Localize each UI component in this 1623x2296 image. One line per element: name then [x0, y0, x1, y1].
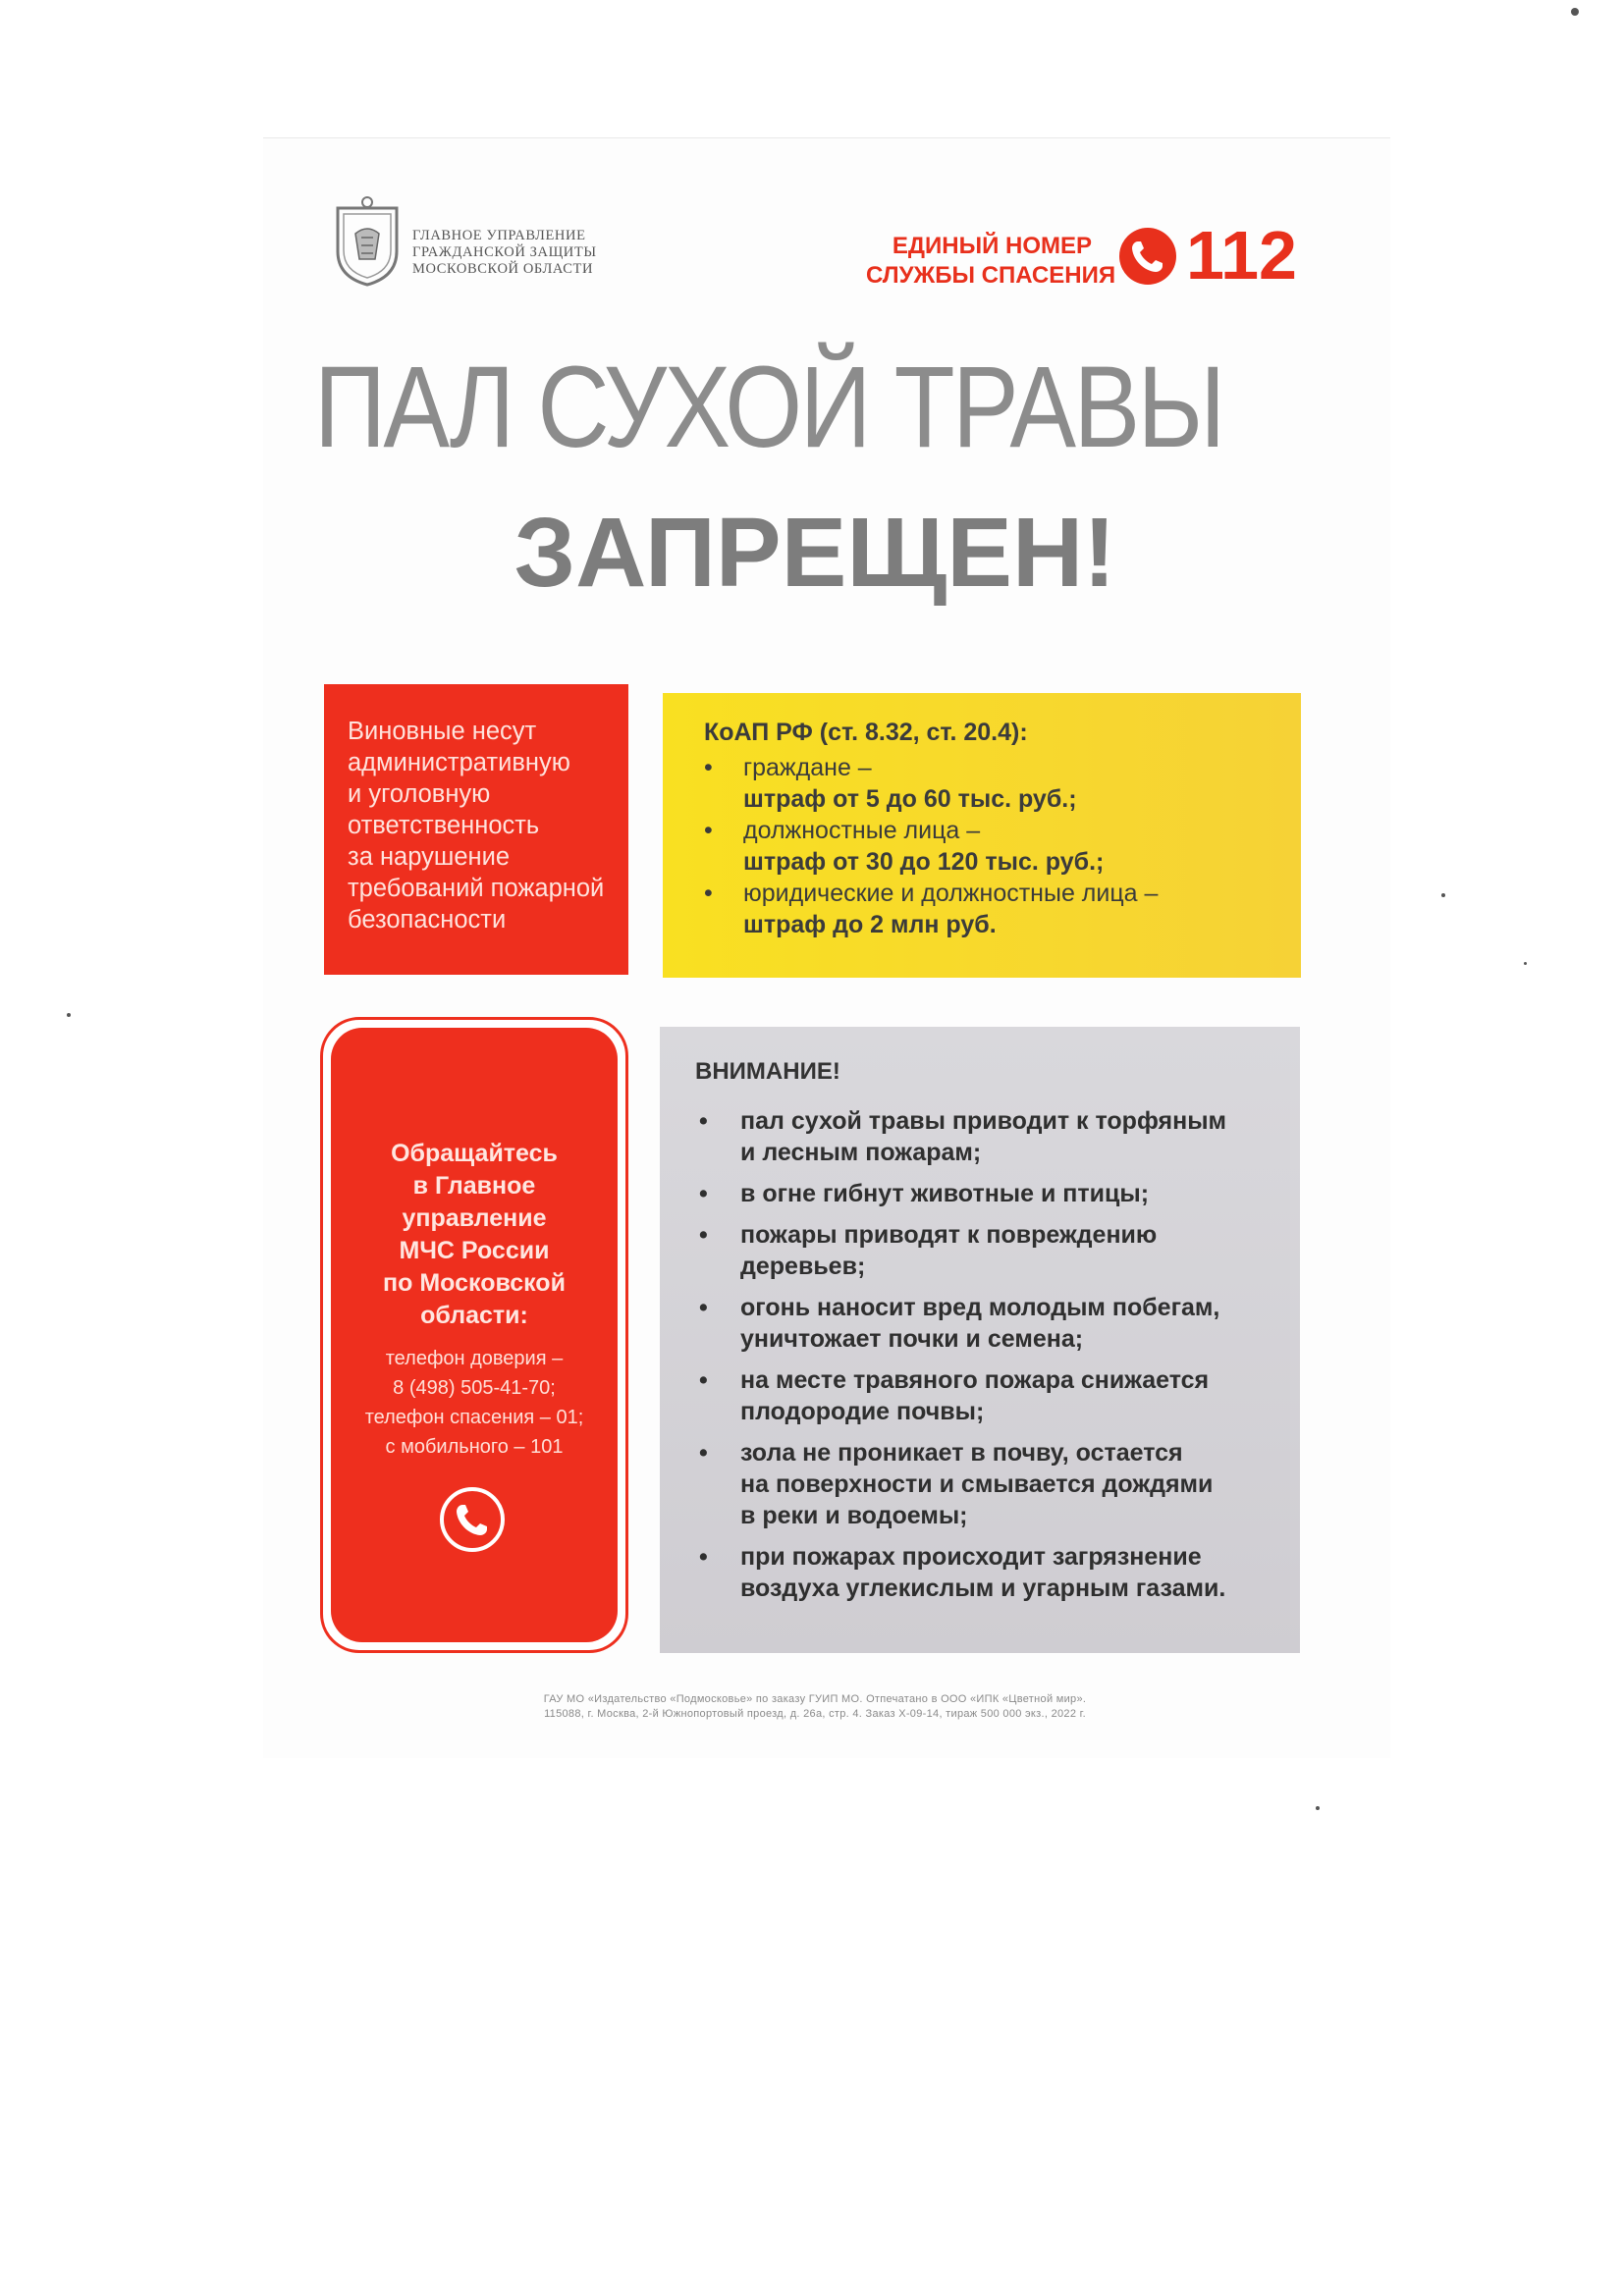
warning-line: • зола не проникает в почву, остается: [740, 1439, 1183, 1467]
phone-icon: [1119, 228, 1176, 285]
warning-list: [695, 1105, 1271, 1604]
warning-item: [695, 1437, 1271, 1531]
contact-title-line: Обращайтесь: [391, 1140, 558, 1167]
warning-line: • пожары приводят к повреждению: [740, 1221, 1158, 1249]
org-name-line: МОСКОВСКОЙ ОБЛАСТИ: [412, 261, 594, 277]
liability-line: безопасности: [348, 906, 507, 934]
fines-box: [663, 693, 1301, 978]
warning-line: • пал сухой травы приводит к торфяным: [740, 1107, 1227, 1135]
contact-title-line: в Главное: [412, 1172, 536, 1200]
warning-item: [695, 1292, 1271, 1355]
imprint-line: ГАУ МО «Издательство «Подмосковье» по заказу ГУИП МО. Отпечатано в ООО «ИПК «Цветной мир».: [543, 1693, 1087, 1705]
liability-line: административную: [348, 749, 570, 776]
contact-line: телефон спасения – 01;: [364, 1407, 584, 1428]
hotline-number: 112: [1186, 217, 1297, 294]
coat-of-arms-emblem: [332, 194, 403, 289]
poster-title-emphasis: ЗАПРЕЩЕН!: [514, 498, 1116, 608]
contact-box: [331, 1028, 618, 1642]
contact-title: [341, 1138, 608, 1332]
liability-box: [324, 684, 628, 975]
warning-item: [695, 1541, 1271, 1604]
scan-speck: [1571, 8, 1579, 16]
warning-line: воздуха углекислым и угарным газами.: [740, 1575, 1226, 1602]
fine-item: [704, 878, 1277, 940]
liability-line: и уголовную: [348, 780, 491, 808]
contact-title-line: области:: [420, 1302, 528, 1329]
scan-speck: [1316, 1806, 1320, 1810]
liability-line: Виновные несут: [348, 718, 537, 745]
warning-item: [695, 1364, 1271, 1427]
print-imprint: [412, 1692, 1217, 1722]
scan-speck: [67, 1013, 71, 1017]
warning-line: уничтожает почки и семена;: [740, 1325, 1084, 1353]
warning-line: • в огне гибнут животные и птицы;: [740, 1180, 1150, 1207]
fine-subject: • граждане –: [743, 754, 872, 781]
warning-line: деревьев;: [740, 1253, 866, 1280]
warning-line: • огонь наносит вред молодым побегам,: [740, 1294, 1220, 1321]
hotline-label-line: СЛУЖБЫ СПАСЕНИЯ: [866, 262, 1116, 289]
warning-line: плодородие почвы;: [740, 1398, 985, 1425]
scan-speck: [1524, 962, 1527, 965]
warning-line: • при пожарах происходит загрязнение: [740, 1543, 1202, 1571]
fine-subject: • юридические и должностные лица –: [743, 880, 1159, 907]
warning-item: [695, 1219, 1271, 1282]
contact-line: с мобильного – 101: [385, 1436, 564, 1458]
fine-amount: штраф от 5 до 60 тыс. руб.;: [743, 785, 1077, 813]
fine-subject: • должностные лица –: [743, 817, 981, 844]
fine-amount: штраф до 2 млн руб.: [743, 911, 997, 938]
contact-title-line: по Московской: [383, 1269, 566, 1297]
warning-line: на поверхности и смывается дождями: [740, 1470, 1214, 1498]
phone-call-icon: [440, 1487, 505, 1552]
liability-line: ответственность: [348, 812, 540, 839]
poster-title: ПАЛ СУХОЙ ТРАВЫ: [314, 343, 1223, 472]
warning-line: • на месте травяного пожара снижается: [740, 1366, 1210, 1394]
fine-item: [704, 815, 1277, 878]
hotline-label-line: ЕДИНЫЙ НОМЕР: [892, 233, 1092, 259]
organization-name: [412, 228, 619, 278]
warning-box: [660, 1027, 1300, 1653]
contact-title-line: МЧС России: [399, 1237, 550, 1264]
org-name-line: ГРАЖДАНСКОЙ ЗАЩИТЫ: [412, 244, 597, 260]
warning-line: в реки и водоемы;: [740, 1502, 968, 1529]
contact-phone-frame: [320, 1017, 628, 1653]
contact-phones: [341, 1344, 608, 1462]
warning-line: и лесным пожарам;: [740, 1139, 982, 1166]
fine-amount: штраф от 30 до 120 тыс. руб.;: [743, 848, 1105, 876]
org-name-line: ГЛАВНОЕ УПРАВЛЕНИЕ: [412, 228, 586, 243]
fines-title: КоАП РФ (ст. 8.32, ст. 20.4):: [704, 719, 1028, 746]
contact-title-line: управление: [402, 1204, 547, 1232]
fines-list: [704, 752, 1277, 940]
contact-line: 8 (498) 505-41-70;: [393, 1377, 556, 1399]
hotline-label: [866, 232, 1116, 291]
liability-line: за нарушение: [348, 843, 511, 871]
imprint-line: 115088, г. Москва, 2-й Южнопортовый проезд, д. 26а, стр. 4. Заказ Х-09-14, тираж 500 000 экз., 2022 г.: [544, 1708, 1086, 1720]
liability-line: требований пожарной: [348, 875, 605, 902]
fine-item: [704, 752, 1277, 815]
warning-title: ВНИМАНИЕ!: [695, 1058, 840, 1085]
contact-line: телефон доверия –: [385, 1348, 564, 1369]
scan-speck: [1441, 893, 1445, 897]
warning-item: [695, 1178, 1271, 1209]
warning-item: [695, 1105, 1271, 1168]
